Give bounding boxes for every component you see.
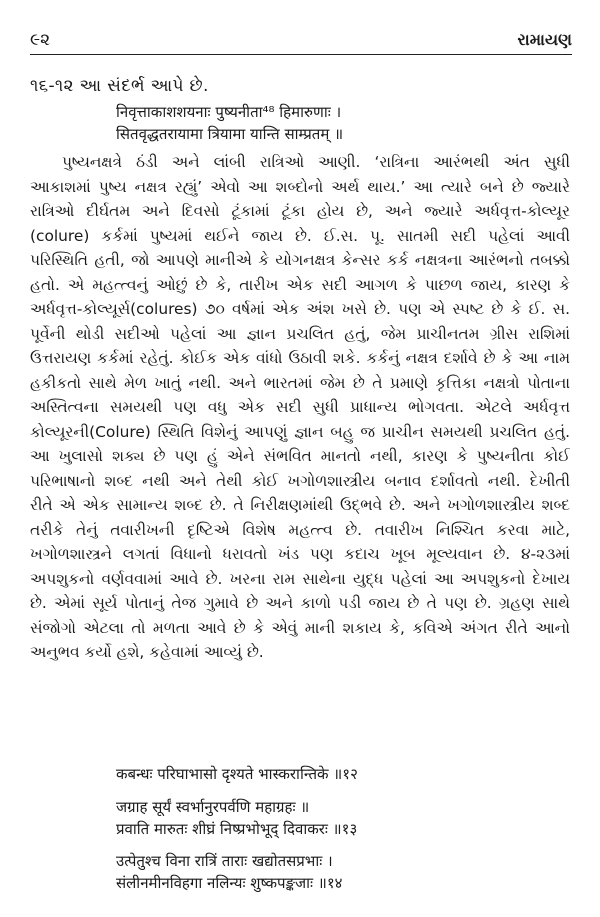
body-paragraph — [30, 150, 570, 665]
verse-line: निवृत्ताकाशशयनाः पुष्यनीता⁴⁸ हिमारुणाः । — [116, 103, 342, 121]
paragraph-line: અનુભવ કર્યો હશે, કહેવામાં આવ્યું છે. — [30, 643, 264, 661]
paragraph-line: રાત્રિઓ દીર્ઘતમ અને દિવસો ટૂંકામાં ટૂંકા હોય છે, અને જ્યારે અર્ધવૃત્ત-કોલ્યૂર — [30, 202, 570, 220]
sanskrit-verse-4 — [116, 850, 342, 894]
verse-line: संलीनमीनविहगा नलिन्यः शुष्कपङ्कजाः ॥१४ — [116, 874, 343, 892]
paragraph-line: હતો. એ મહત્ત્વનું ઓછું છે કે, તારીખ એક સદી આગળ કે પાછળ જાય, કારણ કે — [30, 275, 570, 294]
page-number: ૯૨ — [30, 30, 51, 50]
intro-line: ૧૬-૧૨ આ સંદર્ભ આપે છે. — [30, 76, 209, 96]
paragraph-line: અપશુકનો વર્ણવવામાં આવે છે. ખરના રામ સાથેના યુદ્ધ પહેલાં આ અપશુકનો દેખાય — [30, 569, 570, 588]
paragraph-line: પુષ્યનક્ષત્રે ઠંડી અને લાંબી રાત્રિઓ આણી. ‘રાત્રિના આરંભથી અંત સુધી — [62, 153, 570, 171]
paragraph-line: આ ખુલાસો શક્ય છે પણ હું એને સંભવિત માનતો નથી, કારણ કે પુષ્યનીતા કોઈ — [30, 447, 570, 465]
paragraph-line: તરીકે તેનું તવારીખની દૃષ્ટિએ વિશેષ મહત્ત્વ છે. તવારીખ નિશ્ચિત કરવા માટે, — [30, 520, 570, 539]
paragraph-line: પરિસ્થિતિ હતી, જો આપણે માનીએ કે યોગનક્ષત્ર કેન્સર કર્ક નક્ષત્રના આરંભનો તબક્કો — [30, 251, 570, 269]
paragraph-line: હકીકતો સાથે મેળ ખાતું નથી. અને ભારતમાં જેમ છે તે પ્રમાણે કૃત્તિકા નક્ષત્રો પોતાના — [30, 373, 570, 392]
paragraph-line: (colure) કર્કમાં પુષ્યમાં થઈને જાય છે. ઈ.સ. પૂ. સાતમી સદી પહેલાં આવી — [30, 226, 570, 245]
verse-line: प्रवाति मारुतः शीघ्रं निष्प्रभोभूद् दिवाकरः ॥१३ — [116, 820, 358, 838]
paragraph-line: રીતે એ એક સામાન્ય શબ્દ છે. તે નિરીક્ષણમાંથી ઉદ્ભવે છે. અને ખગોળશાસ્ત્રીય શબ્દ — [30, 496, 570, 514]
paragraph-line: કોલ્યૂરની(Colure) સ્થિતિ વિશેનું આપણું જ્ઞાન બહુ જ પ્રાચીન સમયથી પ્રચલિત હતું. — [30, 422, 570, 441]
paragraph-line: પૂર્વેની થોડી સદીઓ પહેલાં આ જ્ઞાન પ્રચલિત હતું, જેમ પ્રાચીનતમ ગ્રીસ રાશિમાં — [30, 324, 570, 343]
verse-line: कबन्धः परिघाभासो दृश्यते भास्करान्तिके ॥१२ — [116, 765, 358, 783]
verse-line: सितवृद्धतरायामा त्रियामा यान्ति साम्प्रतम् ॥ — [116, 125, 344, 143]
paragraph-line: પરિભાષાનો શબ્દ નથી અને તેથી કોઈ ખગોળશાસ્ત્રીય બનાવ દર્શાવતો નથી. દેખીતી — [30, 471, 570, 490]
running-title: રામાયણ — [517, 30, 572, 49]
sanskrit-verse-2 — [116, 763, 358, 785]
paragraph-line: ખગોળશાસ્ત્રને લગતાં વિધાનો ધરાવતો ખંડ પણ કદાચ ખૂબ મૂલ્યવાન છે. ૪-૨૩માં — [30, 545, 570, 563]
sanskrit-verse-1 — [116, 101, 343, 145]
paragraph-line: સંજોગો એટલા તો મળતા આવે છે કે એવું માની શકાય કે, કવિએ અંગત રીતે આનો — [30, 618, 570, 637]
paragraph-line: અસ્તિત્વના સમયથી પણ વધુ એક સદી સુધી પ્રાધાન્ય ભોગવતા. એટલે અર્ધવૃત્ત — [30, 398, 570, 416]
paragraph-line: અર્ધવૃત્ત-કોલ્યૂર્સ(colures) ૭૦ વર્ષમાં એક અંશ ખસે છે. પણ એ સ્પષ્ટ છે કે ઈ. સ. — [30, 300, 570, 318]
page-header — [30, 26, 572, 55]
verse-line: जग्राह सूर्यं स्वर्भानुरपर्वणि महाग्रहः ॥ — [116, 798, 310, 816]
paragraph-line: છે. એમાં સૂર્ય પોતાનું તેજ ગુમાવે છે અને કાળો પડી જાય છે તે પણ છે. ગ્રહણ સાથે — [30, 594, 570, 612]
paragraph-line: આકાશમાં પુષ્ય નક્ષત્ર રહ્યું’ એવો આ શબ્દોનો અર્થ થાય.’ આ ત્યારે બને છે જ્યારે — [30, 177, 570, 196]
verse-line: उत्पेतुश्च विना रात्रिं ताराः खद्योतसप्रभाः । — [116, 852, 333, 870]
sanskrit-verse-3 — [116, 796, 357, 840]
paragraph-line: ઉત્તરાયણ કર્કમાં રહેતું. કોઈક એક વાંધો ઉઠાવી શકે. કર્કનું નક્ષત્ર દર્શાવે છે કે આ નામ — [30, 349, 570, 367]
